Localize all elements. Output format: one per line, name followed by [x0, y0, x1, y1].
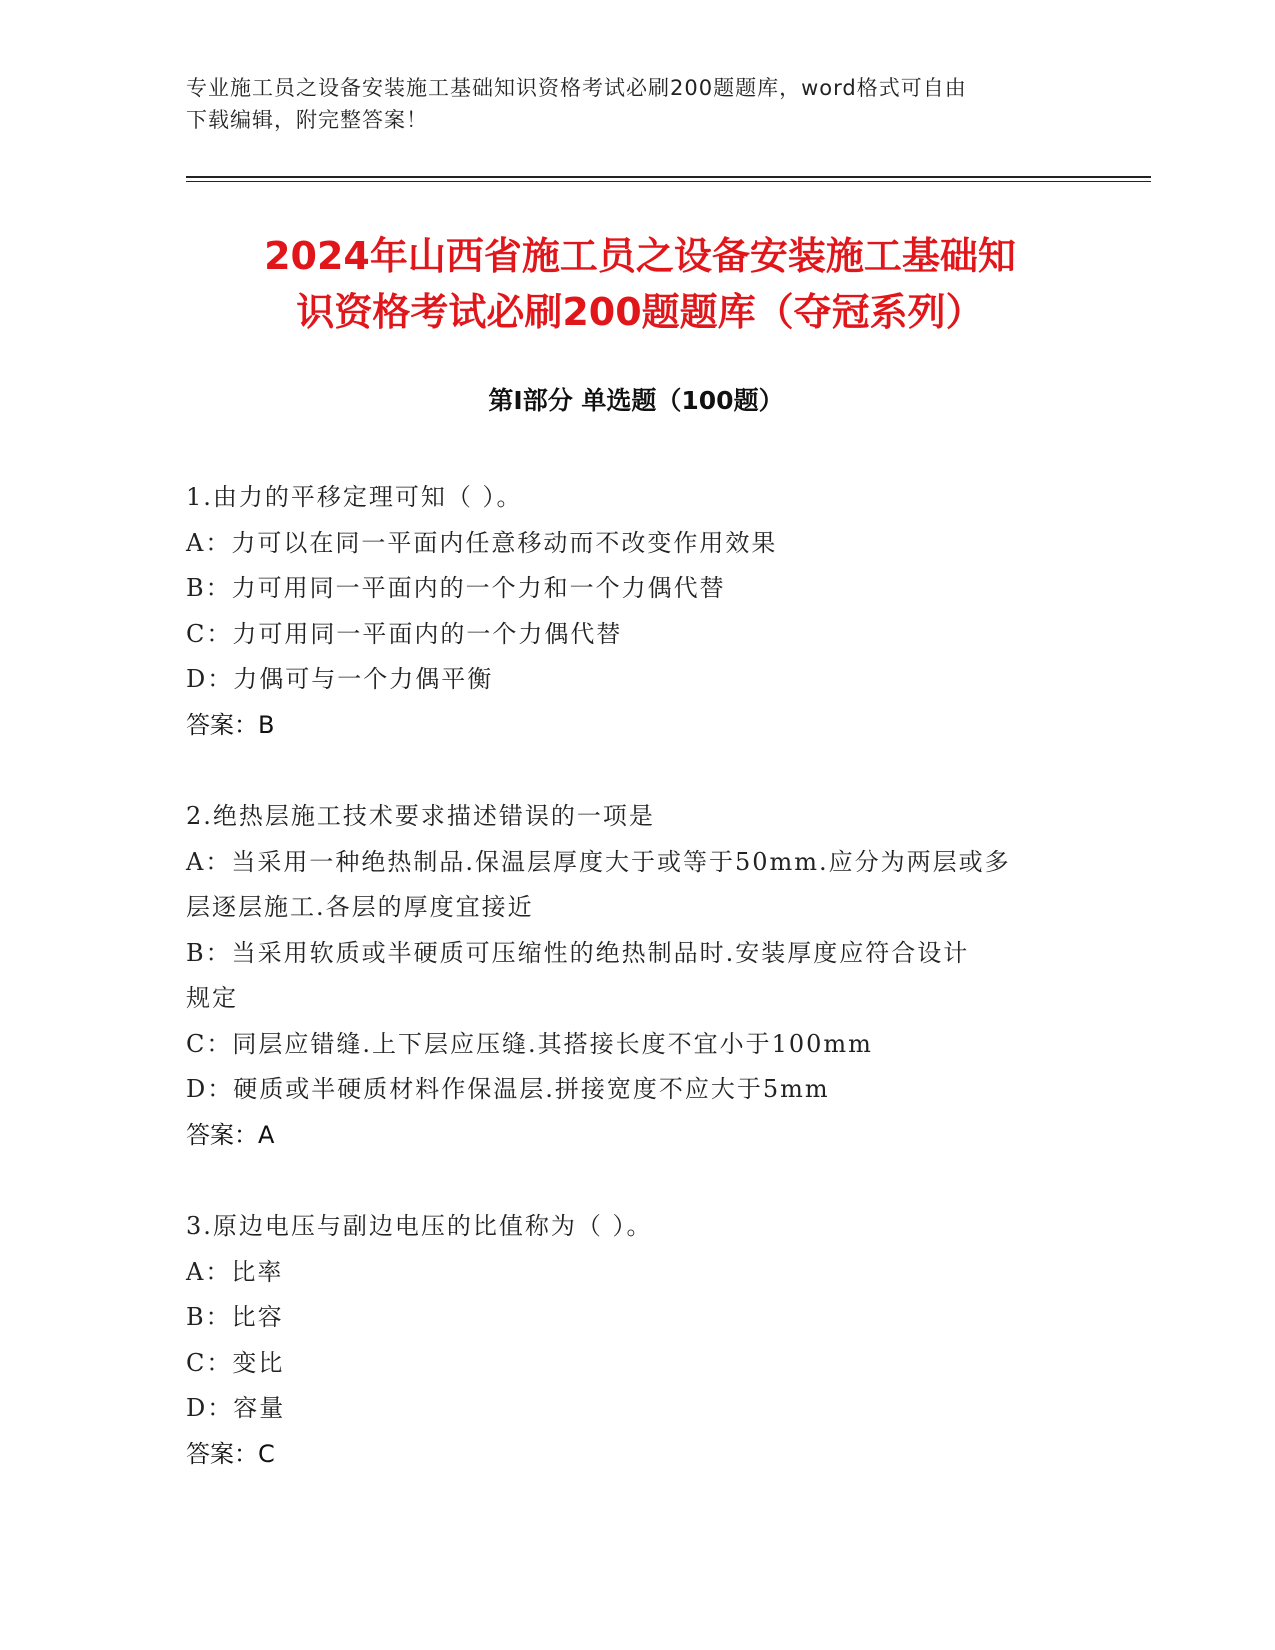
question-list [186, 475, 1086, 1523]
question-option: C：力可用同一平面内的一个力偶代替 [186, 619, 623, 648]
question-1 [186, 475, 1086, 748]
header-rule-thin [186, 181, 1151, 182]
question-option: A：力可以在同一平面内任意移动而不改变作用效果 [186, 528, 778, 557]
document-title [160, 228, 1120, 340]
question-option: D：容量 [186, 1394, 286, 1422]
question-option: C：同层应错缝.上下层应压缝.其搭接长度不宜小于100mm [186, 1029, 873, 1058]
question-stem: 2.绝热层施工技术要求描述错误的一项是 [186, 802, 655, 830]
section-title: 第Ⅰ部分 单选题（100题） [488, 386, 784, 415]
header-rule-thick [186, 176, 1151, 178]
question-2 [186, 794, 1086, 1158]
question-option: B：当采用软质或半硬质可压缩性的绝热制品时.安装厚度应符合设计 [186, 938, 970, 967]
question-option: D：硬质或半硬质材料作保温层.拼接宽度不应大于5mm [186, 1075, 830, 1103]
question-option: C：变比 [186, 1348, 285, 1377]
document-title-line-1: 2024年山西省施工员之设备安装施工基础知 [264, 234, 1016, 278]
document-title-line-2: 识资格考试必刷200题题库（夺冠系列） [296, 290, 984, 334]
question-answer: 答案：B [186, 710, 275, 739]
question-option: A：当采用一种绝热制品.保温层厚度大于或等于50mm.应分为两层或多 [186, 847, 1011, 876]
question-stem: 3.原边电压与副边电压的比值称为（ ）。 [186, 1212, 653, 1240]
question-option: B：力可用同一平面内的一个力和一个力偶代替 [186, 574, 726, 602]
question-option: D：力偶可与一个力偶平衡 [186, 665, 494, 693]
question-answer: 答案：C [186, 1439, 275, 1468]
header-note-line-2: 下载编辑，附完整答案！ [186, 108, 428, 132]
question-option: 层逐层施工.各层的厚度宜接近 [186, 893, 534, 921]
question-option: 规定 [186, 984, 238, 1012]
question-option: B：比容 [186, 1303, 284, 1331]
question-option: A：比率 [186, 1257, 284, 1286]
header-note [186, 72, 1086, 136]
question-stem: 1.由力的平移定理可知（ ）。 [186, 483, 523, 511]
question-3 [186, 1204, 1086, 1477]
header-note-line-1: 专业施工员之设备安装施工基础知识资格考试必刷200题题库，word格式可自由 [186, 76, 967, 100]
question-answer: 答案：A [186, 1120, 275, 1149]
